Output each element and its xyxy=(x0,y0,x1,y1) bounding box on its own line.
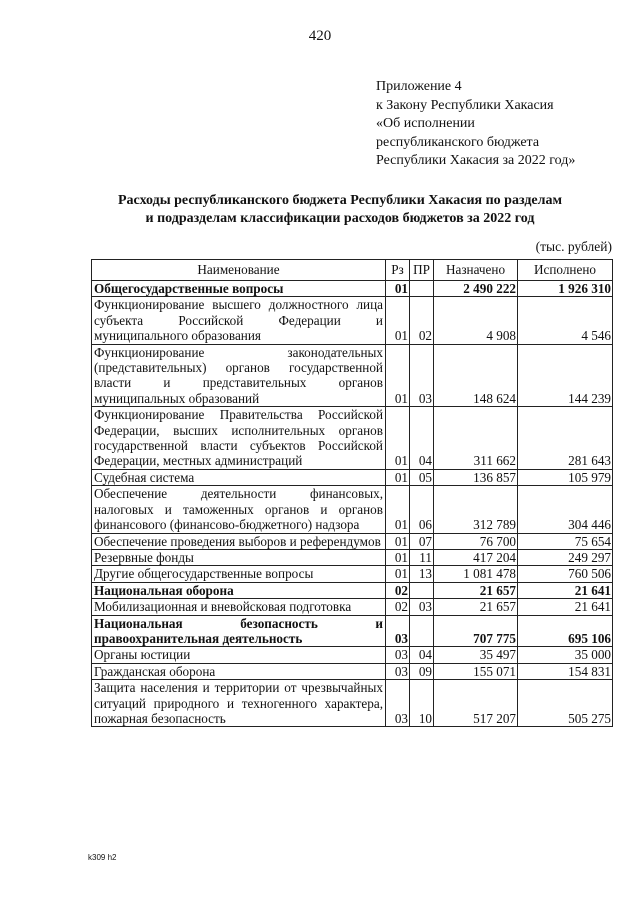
row-pr: 06 xyxy=(410,486,434,533)
row-pr: 13 xyxy=(410,566,434,582)
row-rz: 03 xyxy=(386,680,410,727)
row-rz: 01 xyxy=(386,281,410,297)
row-planned: 1 081 478 xyxy=(434,566,518,582)
appendix-line: Приложение 4 xyxy=(376,79,462,94)
row-name: Защита населения и территории от чрезвычайных ситуаций природного и техногенного характера, пожарная безопасность xyxy=(92,680,386,727)
row-name: Обеспечение деятельности финансовых, налоговых и таможенных органов и органов финансового (финансово-бюджетного) надзора xyxy=(92,486,386,533)
row-pr: 10 xyxy=(410,680,434,727)
header-executed: Исполнено xyxy=(518,260,613,281)
row-planned: 2 490 222 xyxy=(434,281,518,297)
row-rz: 03 xyxy=(386,663,410,679)
title-line-1: Расходы республиканского бюджета Республики Хакасия по разделам xyxy=(117,193,562,208)
header-rz: Рз xyxy=(386,260,410,281)
row-executed: 154 831 xyxy=(518,663,613,679)
table-body xyxy=(92,281,613,727)
appendix-line: Республики Хакасия за 2022 год» xyxy=(376,153,576,168)
table-row xyxy=(92,486,613,533)
row-planned: 35 497 xyxy=(434,647,518,663)
row-rz: 01 xyxy=(386,533,410,549)
row-executed: 505 275 xyxy=(518,680,613,727)
page-number: 420 xyxy=(308,28,332,44)
table-row xyxy=(92,533,613,549)
row-rz: 01 xyxy=(386,486,410,533)
title-line-2: и подразделам классификации расходов бюджетов за 2022 год xyxy=(145,211,535,226)
row-pr: 09 xyxy=(410,663,434,679)
row-executed: 75 654 xyxy=(518,533,613,549)
row-executed: 21 641 xyxy=(518,582,613,598)
row-executed: 281 643 xyxy=(518,407,613,470)
row-planned: 4 908 xyxy=(434,297,518,344)
row-planned: 136 857 xyxy=(434,469,518,485)
row-pr: 02 xyxy=(410,297,434,344)
row-planned: 707 775 xyxy=(434,615,518,647)
table-row xyxy=(92,407,613,470)
row-name: Функционирование законодательных (представительных) органов государственной власти и представительных органов муниципальных образований xyxy=(92,344,386,407)
row-rz: 01 xyxy=(386,297,410,344)
row-rz: 01 xyxy=(386,344,410,407)
budget-table-container xyxy=(91,259,613,727)
row-rz: 03 xyxy=(386,647,410,663)
row-planned: 21 657 xyxy=(434,582,518,598)
row-planned: 76 700 xyxy=(434,533,518,549)
units-label: (тыс. рублей) xyxy=(535,239,612,254)
row-name: Другие общегосударственные вопросы xyxy=(92,566,386,582)
row-planned: 312 789 xyxy=(434,486,518,533)
row-pr: 05 xyxy=(410,469,434,485)
row-pr xyxy=(410,281,434,297)
row-name: Резервные фонды xyxy=(92,549,386,565)
row-pr: 11 xyxy=(410,549,434,565)
row-executed: 4 546 xyxy=(518,297,613,344)
budget-table xyxy=(91,259,613,727)
header-pr: ПР xyxy=(410,260,434,281)
row-pr: 03 xyxy=(410,344,434,407)
row-pr: 04 xyxy=(410,647,434,663)
table-row xyxy=(92,647,613,663)
row-pr xyxy=(410,582,434,598)
row-rz: 02 xyxy=(386,599,410,615)
row-planned: 311 662 xyxy=(434,407,518,470)
row-rz: 01 xyxy=(386,407,410,470)
table-row xyxy=(92,297,613,344)
row-executed: 21 641 xyxy=(518,599,613,615)
row-rz: 02 xyxy=(386,582,410,598)
row-name: Общегосударственные вопросы xyxy=(92,281,386,297)
row-planned: 21 657 xyxy=(434,599,518,615)
table-row xyxy=(92,599,613,615)
row-executed: 249 297 xyxy=(518,549,613,565)
row-rz: 03 xyxy=(386,615,410,647)
table-row xyxy=(92,549,613,565)
row-rz: 01 xyxy=(386,469,410,485)
row-name: Органы юстиции xyxy=(92,647,386,663)
footer-code: k309 h2 xyxy=(88,853,117,862)
row-name: Национальная оборона xyxy=(92,582,386,598)
row-planned: 417 204 xyxy=(434,549,518,565)
table-row xyxy=(92,469,613,485)
row-planned: 517 207 xyxy=(434,680,518,727)
header-planned: Назначено xyxy=(434,260,518,281)
table-row xyxy=(92,344,613,407)
table-row xyxy=(92,663,613,679)
row-executed: 695 106 xyxy=(518,615,613,647)
row-executed: 760 506 xyxy=(518,566,613,582)
table-row xyxy=(92,615,613,647)
row-name: Функционирование высшего должностного лица субъекта Российской Федерации и муниципального образования xyxy=(92,297,386,344)
row-planned: 148 624 xyxy=(434,344,518,407)
document-title xyxy=(60,192,620,228)
row-name: Национальная безопасность и правоохранительная деятельность xyxy=(92,615,386,647)
header-name: Наименование xyxy=(92,260,386,281)
row-name: Мобилизационная и вневойсковая подготовка xyxy=(92,599,386,615)
appendix-note xyxy=(376,78,575,171)
row-name: Функционирование Правительства Российской Федерации, высших исполнительных органов государственной власти субъектов Российской Федерации, местных администраций xyxy=(92,407,386,470)
row-executed: 35 000 xyxy=(518,647,613,663)
row-pr: 04 xyxy=(410,407,434,470)
appendix-line: республиканского бюджета xyxy=(376,134,540,150)
row-pr xyxy=(410,615,434,647)
table-row xyxy=(92,281,613,297)
appendix-line: «Об исполнении xyxy=(376,116,475,131)
table-row xyxy=(92,680,613,727)
row-executed: 105 979 xyxy=(518,469,613,485)
row-name: Гражданская оборона xyxy=(92,663,386,679)
row-name: Обеспечение проведения выборов и референдумов xyxy=(92,533,386,549)
row-executed: 1 926 310 xyxy=(518,281,613,297)
row-rz: 01 xyxy=(386,549,410,565)
table-row xyxy=(92,566,613,582)
row-planned: 155 071 xyxy=(434,663,518,679)
row-rz: 01 xyxy=(386,566,410,582)
row-executed: 144 239 xyxy=(518,344,613,407)
row-pr: 03 xyxy=(410,599,434,615)
row-executed: 304 446 xyxy=(518,486,613,533)
appendix-line: к Закону Республики Хакасия xyxy=(376,97,554,113)
table-header-row xyxy=(92,260,613,281)
row-name: Судебная система xyxy=(92,469,386,485)
table-row xyxy=(92,582,613,598)
row-pr: 07 xyxy=(410,533,434,549)
